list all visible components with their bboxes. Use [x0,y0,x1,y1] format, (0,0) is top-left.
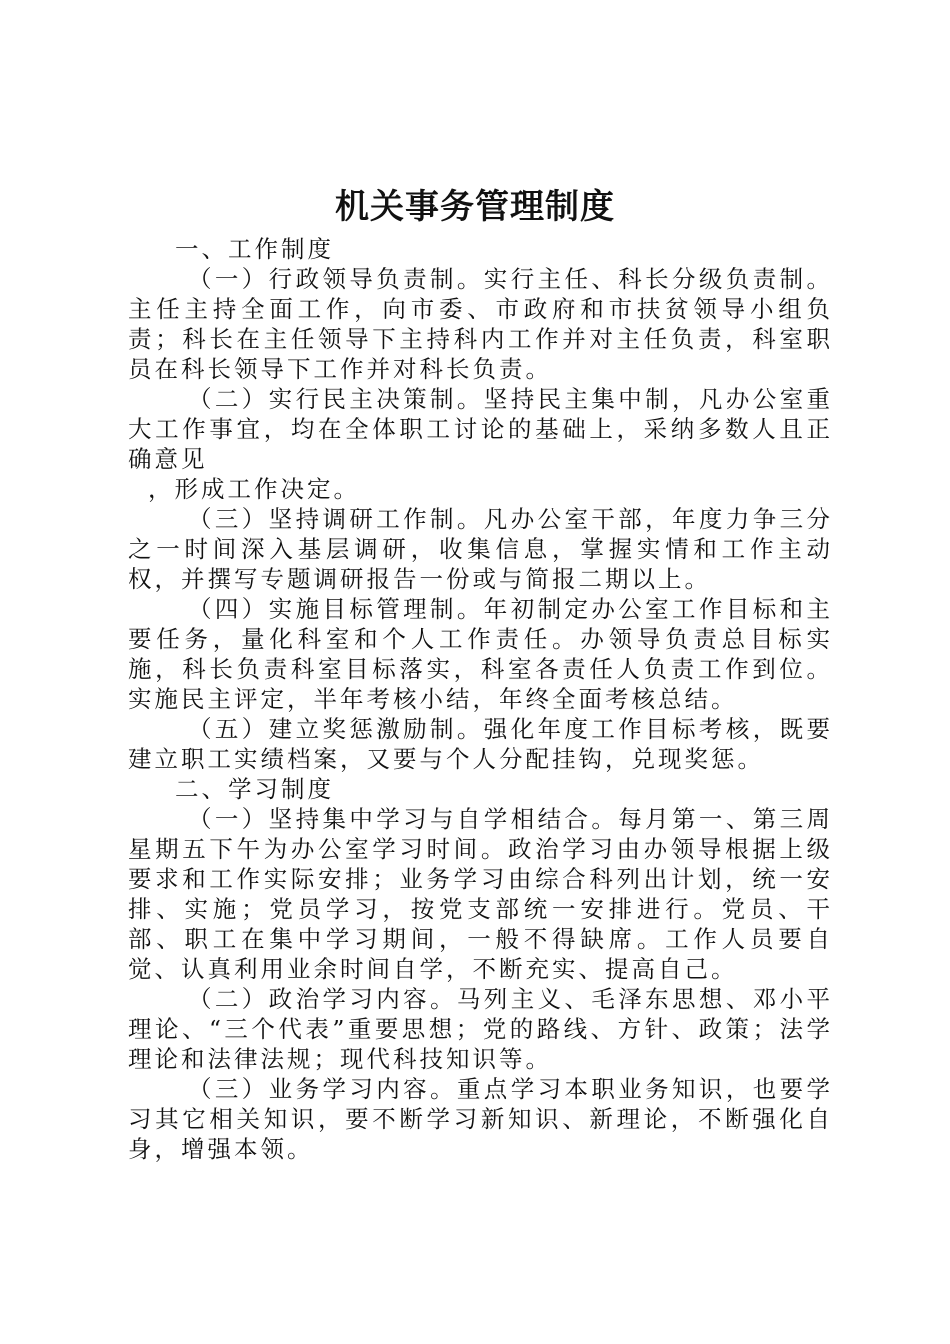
paragraph-study-3: （三）业务学习内容。重点学习本职业务知识，也要学习其它相关知识，要不断学习新知识、新理论，不断强化自身，增强本领。 [128,1075,833,1163]
section-heading-study-system: 二、学习制度 [175,775,334,803]
paragraph-study-1: （一）坚持集中学习与自学相结合。每月第一、第三周星期五下午为办公室学习时间。政治学习由办领导根据上级要求和工作实际安排；业务学习由综合科列出计划，统一安排、实施；党员学习，按党支部统一安排进行。党员、干部、职工在集中学习期间，一般不得缺席。工作人员要自觉、认真利用业余时间自学，不断充实、提高自己。 [128,805,833,983]
paragraph-work-5: （五）建立奖惩激励制。强化年度工作目标考核，既要建立职工实绩档案，又要与个人分配挂钩，兑现奖惩。 [128,715,833,773]
paragraph-work-1: （一）行政领导负责制。实行主任、科长分级负责制。主任主持全面工作，向市委、市政府和市扶贫领导小组负责；科长在主任领导下主持科内工作并对主任负责，科室职员在科长领导下工作并对科长负责。 [128,265,833,383]
paragraph-work-2-continuation: ，形成工作决定。 [148,475,360,503]
document-body [128,234,833,1164]
paragraph-work-3: （三）坚持调研工作制。凡办公室干部，年度力争三分之一时间深入基层调研，收集信息，掌握实情和工作主动权，并撰写专题调研报告一份或与简报二期以上。 [128,505,833,593]
paragraph-work-4: （四）实施目标管理制。年初制定办公室工作目标和主要任务，量化科室和个人工作责任。办领导负责总目标实施，科长负责科室目标落实，科室各责任人负责工作到位。实施民主评定，半年考核小结，年终全面考核总结。 [128,595,833,713]
section-heading-work-system: 一、工作制度 [175,235,334,263]
paragraph-study-2: （二）政治学习内容。马列主义、毛泽东思想、邓小平理论、“三个代表”重要思想；党的路线、方针、政策；法学理论和法律法规；现代科技知识等。 [128,985,833,1073]
paragraph-work-2: （二）实行民主决策制。坚持民主集中制，凡办公室重大工作事宜，均在全体职工讨论的基础上，采纳多数人且正确意见 [128,385,833,473]
document-title: 机关事务管理制度 [335,187,615,227]
